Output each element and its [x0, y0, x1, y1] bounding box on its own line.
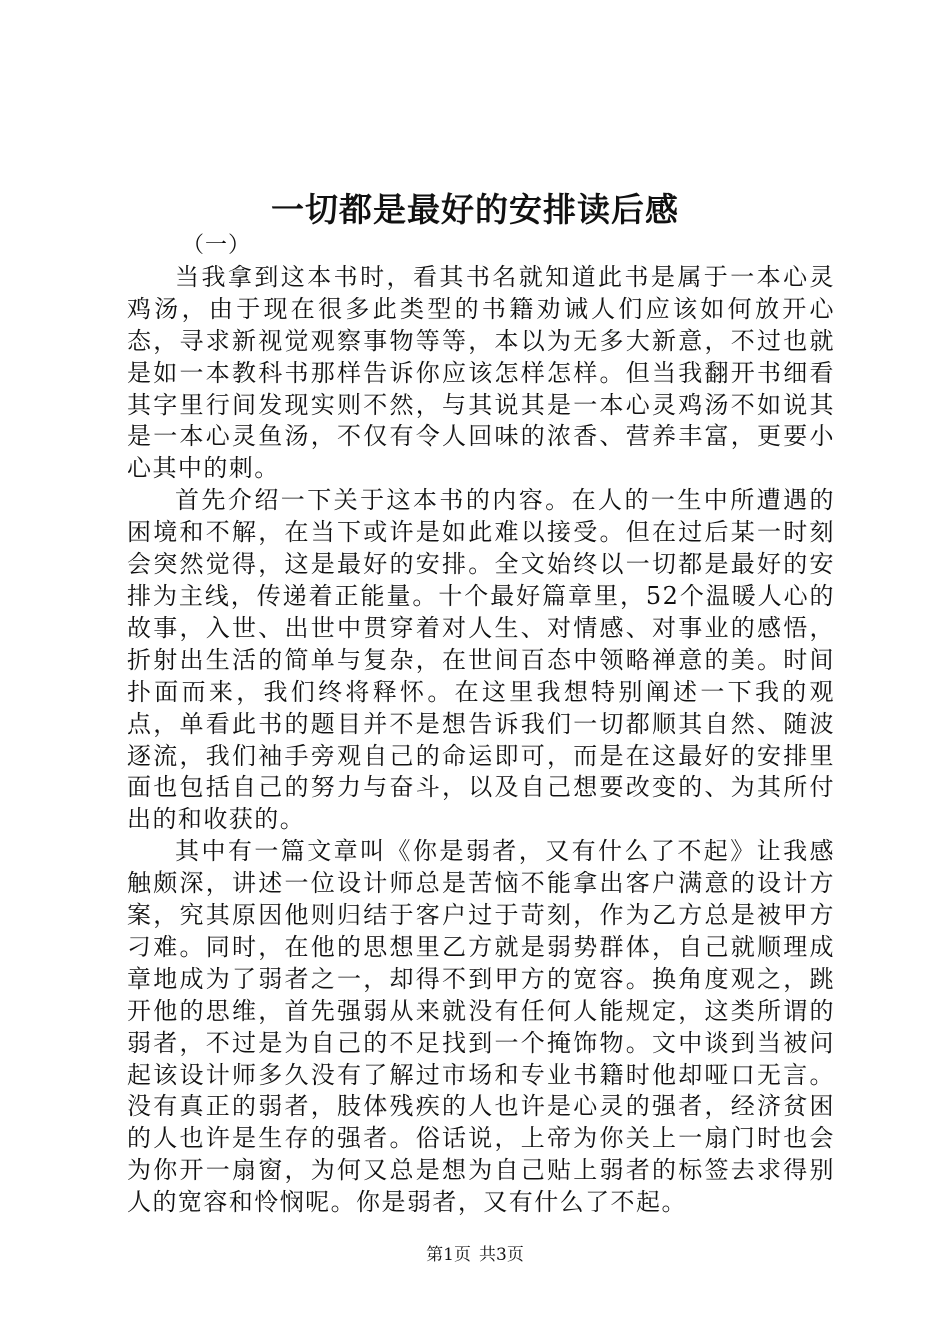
page-number-current: 第1页	[426, 1245, 471, 1265]
page-footer	[0, 1243, 950, 1267]
paragraph-3: 其中有一篇文章叫《你是弱者，又有什么了不起》让我感触颇深，讲述一位设计师总是苦恼不能拿出客户满意的设计方案，究其原因他则归结于客户过于苛刻，作为乙方总是被甲方刁难。同时，在他的思想里乙方就是弱势群体，自己就顺理成章地成为了弱者之一，却得不到甲方的宽容。换角度观之，跳开他的思维，首先强弱从来就没有任何人能规定，这类所谓的弱者，不过是为自己的不足找到一个掩饰物。文中谈到当被问起该设计师多久没有了解过市场和专业书籍时他却哑口无言。没有真正的弱者，肢体残疾的人也许是心灵的强者，经济贫困的人也许是生存的强者。俗话说，上帝为你关上一扇门时也会为你开一扇窗，为何又总是想为自己贴上弱者的标签去求得别人的宽容和怜悯呢。你是弱者，又有什么了不起。	[127, 837, 835, 1217]
document-body	[127, 230, 835, 1219]
paragraph-2: 首先介绍一下关于这本书的内容。在人的一生中所遭遇的困境和不解，在当下或许是如此难以接受。但在过后某一时刻会突然觉得，这是最好的安排。全文始终以一切都是最好的安排为主线，传递着正能量。十个最好篇章里，52个温暖人心的故事，入世、出世中贯穿着对人生、对情感、对事业的感悟，折射出生活的简单与复杂，在世间百态中领略禅意的美。时间扑面而来，我们终将释怀。在这里我想特别阐述一下我的观点，单看此书的题目并不是想告诉我们一切都顺其自然、随波逐流，我们袖手旁观自己的命运即可，而是在这最好的安排里面也包括自己的努力与奋斗，以及自己想要改变的、为其所付出的和收获的。	[127, 486, 835, 834]
section-label: （一）	[182, 233, 252, 258]
page-number-total: 共3页	[479, 1245, 524, 1265]
paragraph-1: 当我拿到这本书时，看其书名就知道此书是属于一本心灵鸡汤，由于现在很多此类型的书籍劝诫人们应该如何放开心态，寻求新视觉观察事物等等，本以为无多大新意，不过也就是如一本教科书那样告诉你应该怎样怎样。但当我翻开书细看其字里行间发现实则不然，与其说其是一本心灵鸡汤不如说其是一本心灵鱼汤，不仅有令人回味的浓香、营养丰富，更要小心其中的刺。	[127, 262, 835, 483]
document-title: 一切都是最好的安排读后感	[271, 190, 679, 229]
